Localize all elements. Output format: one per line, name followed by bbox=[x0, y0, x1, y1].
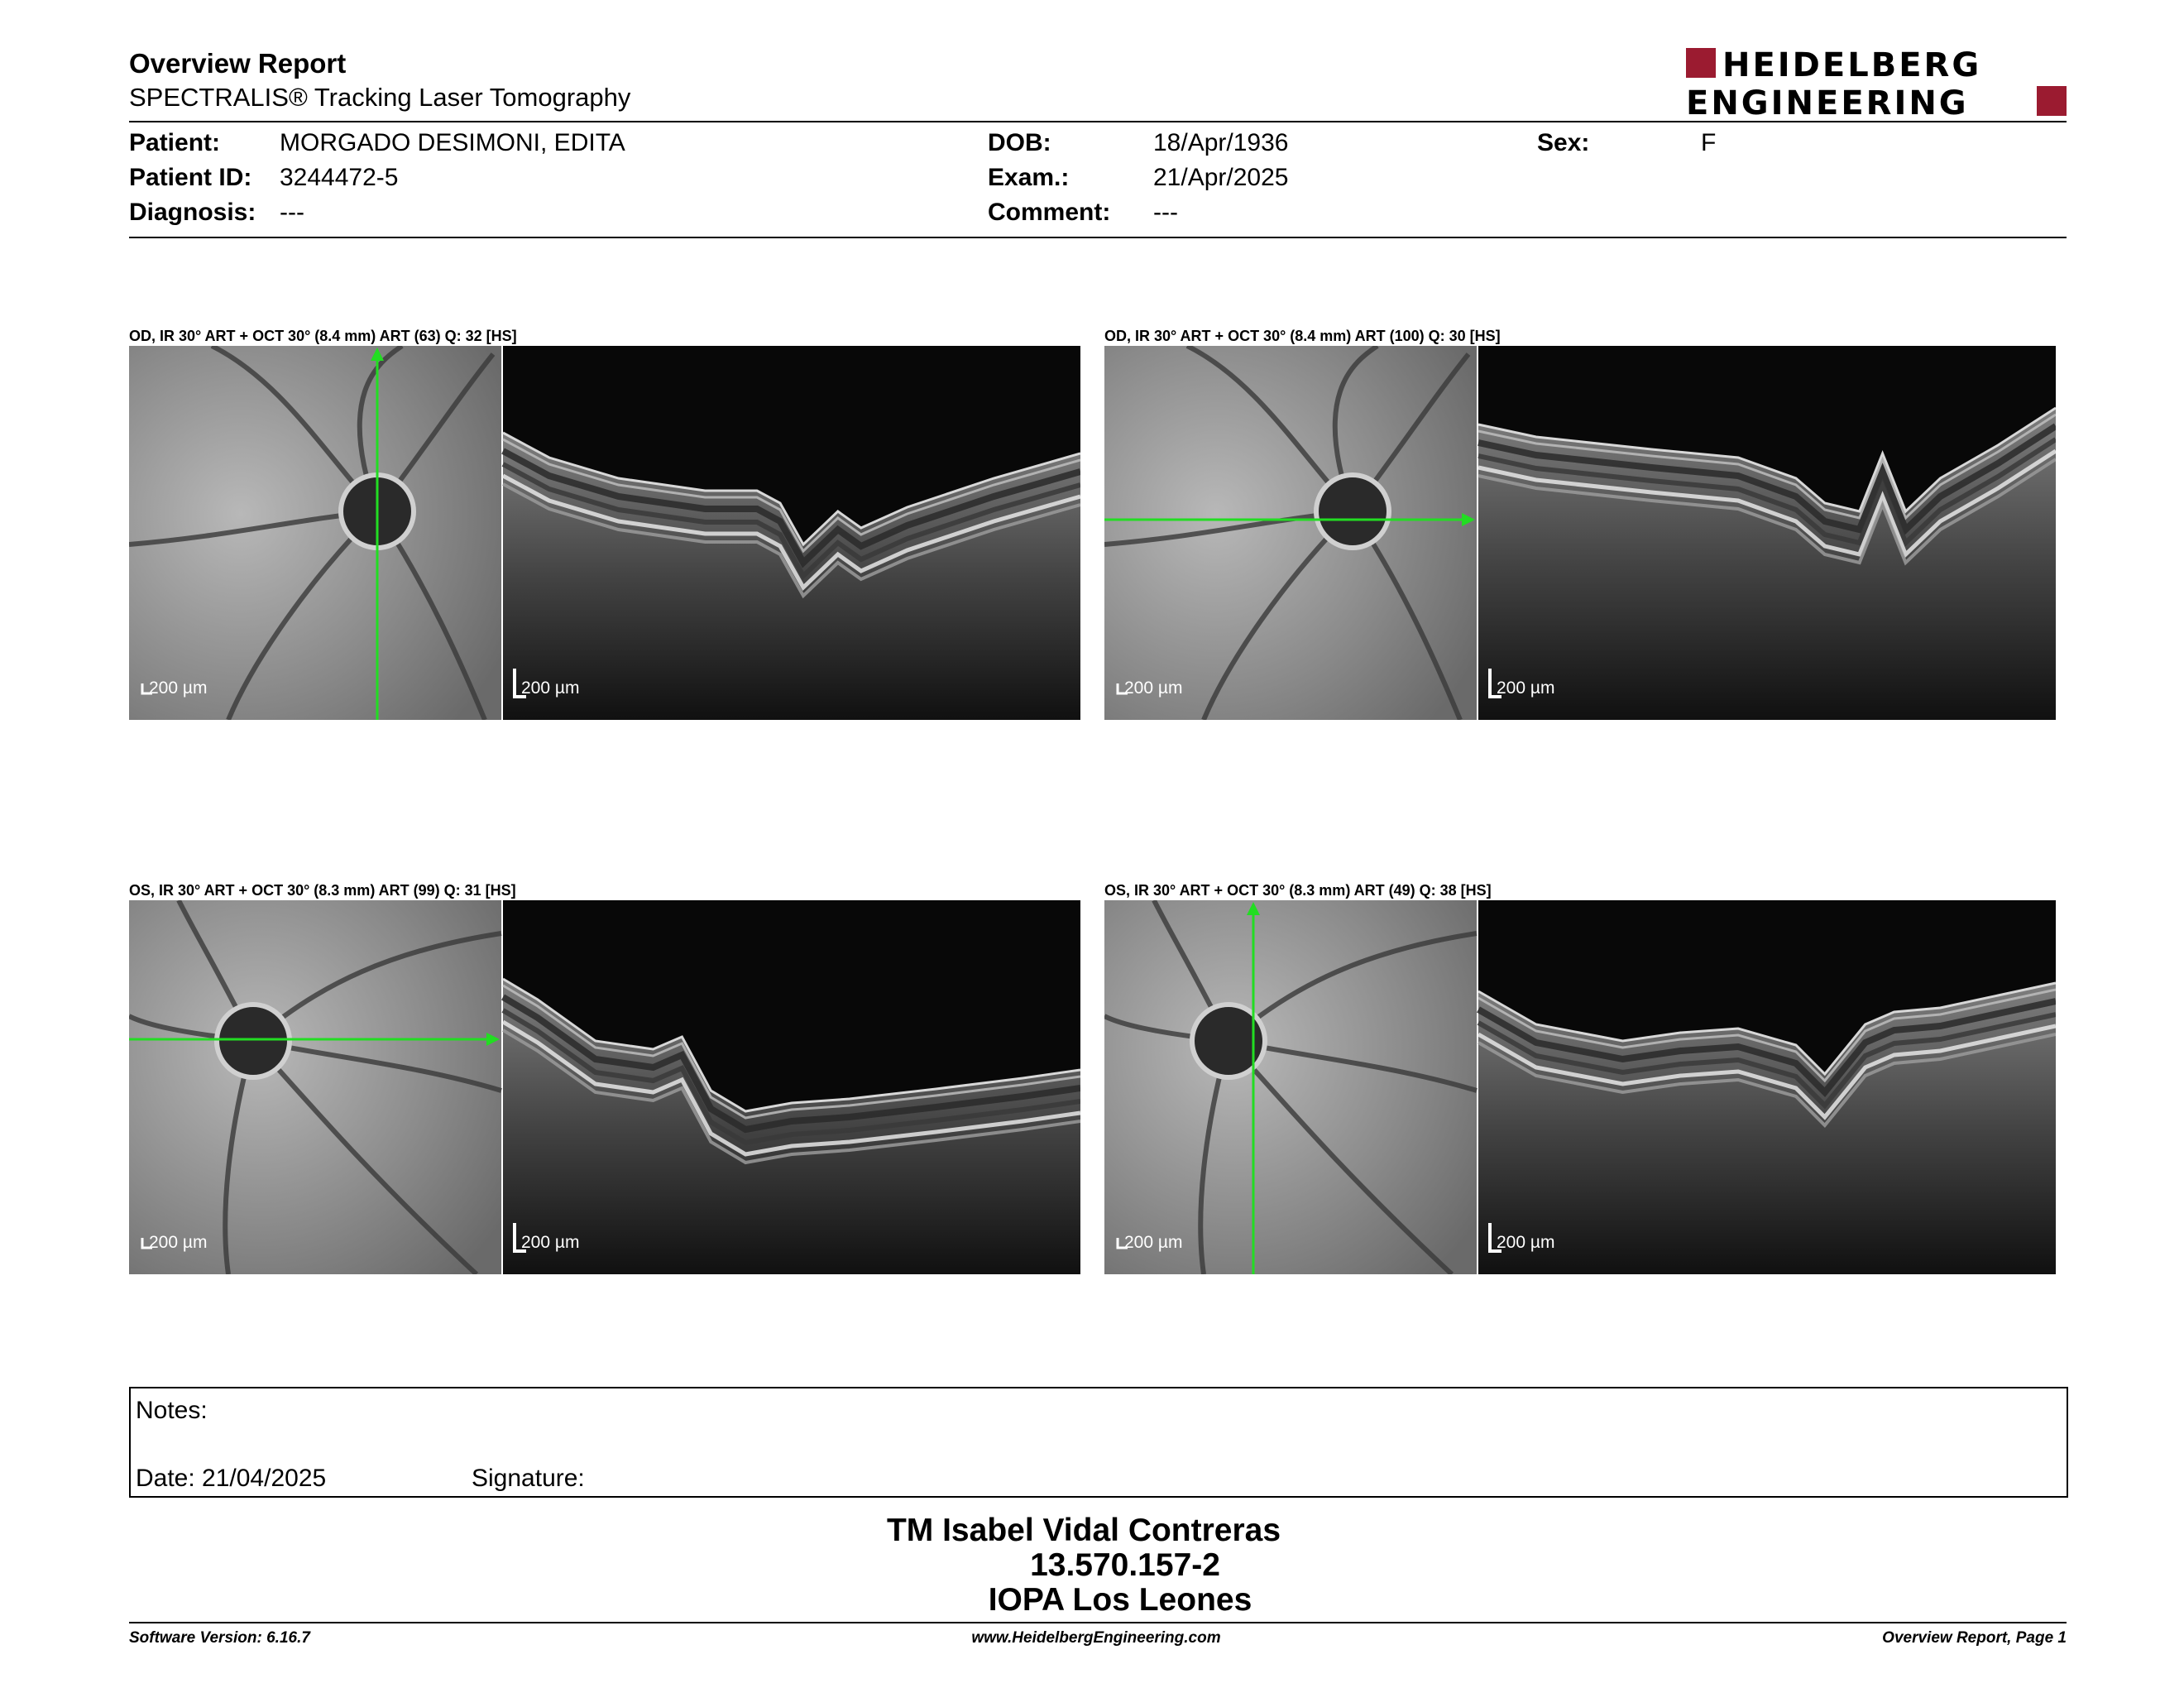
scan-images-2 bbox=[1104, 346, 2056, 720]
scan-title-3: OS, IR 30° ART + OCT 30° (8.3 mm) ART (99) Q: 31 [HS] bbox=[129, 882, 516, 899]
ir-fundus-image bbox=[1104, 346, 1477, 720]
software-version: Software Version: 6.16.7 bbox=[129, 1629, 310, 1647]
scan-title-1: OD, IR 30° ART + OCT 30° (8.4 mm) ART (63) Q: 32 [HS] bbox=[129, 328, 517, 344]
footer-rule bbox=[129, 1622, 2067, 1623]
notes-box bbox=[129, 1387, 2068, 1498]
sex-value: F bbox=[1701, 129, 1717, 156]
exam-label: Exam.: bbox=[988, 164, 1070, 191]
header-rule bbox=[129, 121, 2067, 122]
signer-institution: IOPA Los Leones bbox=[988, 1582, 1252, 1618]
patient-id: 3244472-5 bbox=[280, 164, 399, 191]
signer-name: TM Isabel Vidal Contreras bbox=[886, 1513, 1281, 1548]
oct-scale-label: 200 µm bbox=[521, 679, 580, 698]
patient-rule bbox=[129, 237, 2067, 238]
ir-scale-label: 200 µm bbox=[149, 1233, 208, 1252]
logo-line2: ENGINEERING bbox=[1686, 84, 1969, 117]
oct-bscan-image bbox=[1478, 900, 2056, 1274]
oct-scale-label: 200 µm bbox=[1497, 1233, 1555, 1252]
notes-label: Notes: bbox=[136, 1397, 208, 1424]
scan-panel-3 bbox=[129, 900, 1080, 1274]
optic-disc bbox=[1316, 475, 1389, 548]
report-title: Overview Report bbox=[129, 48, 347, 79]
ir-scale-label: 200 µm bbox=[1124, 1233, 1183, 1252]
dob-value: 18/Apr/1936 bbox=[1153, 129, 1289, 156]
ir-scale-label: 200 µm bbox=[149, 679, 208, 698]
patient-name: MORGADO DESIMONI, EDITA bbox=[280, 129, 625, 156]
report-subtitle: SPECTRALIS® Tracking Laser Tomography bbox=[129, 83, 631, 112]
date-label: Date: 21/04/2025 bbox=[136, 1465, 327, 1492]
oct-bscan-image bbox=[1478, 346, 2056, 720]
dob-label: DOB: bbox=[988, 129, 1051, 156]
scan-panel-1 bbox=[129, 346, 1080, 720]
oct-bscan-image bbox=[503, 346, 1080, 720]
scan-panel-2 bbox=[1104, 346, 2056, 720]
oct-bscan-image bbox=[503, 900, 1080, 1274]
comment-label: Comment: bbox=[988, 199, 1111, 226]
exam-value: 21/Apr/2025 bbox=[1153, 164, 1289, 191]
heidelberg-logo bbox=[1686, 46, 2067, 117]
scan-images-1 bbox=[129, 346, 1080, 720]
signature-label: Signature: bbox=[472, 1465, 585, 1492]
diagnosis-value: --- bbox=[280, 199, 304, 226]
scan-panel-4 bbox=[1104, 900, 2056, 1274]
ir-fundus-image bbox=[129, 900, 501, 1274]
scan-images-3 bbox=[129, 900, 1080, 1274]
sex-label: Sex: bbox=[1537, 129, 1590, 156]
scan-title-2: OD, IR 30° ART + OCT 30° (8.4 mm) ART (100) Q: 30 [HS] bbox=[1104, 328, 1501, 344]
optic-disc bbox=[217, 1005, 290, 1077]
page-number: Overview Report, Page 1 bbox=[1882, 1629, 2067, 1647]
patient-label: Patient: bbox=[129, 129, 221, 156]
signer-id: 13.570.157-2 bbox=[1030, 1547, 1220, 1583]
oct-scale-label: 200 µm bbox=[1497, 679, 1555, 698]
ir-fundus-image bbox=[1104, 900, 1477, 1274]
diagnosis-label: Diagnosis: bbox=[129, 199, 256, 226]
oct-scale-label: 200 µm bbox=[521, 1233, 580, 1252]
ir-fundus-image bbox=[129, 346, 501, 720]
website-link[interactable]: www.HeidelbergEngineering.com bbox=[971, 1629, 1221, 1647]
logo-line1: HEIDELBERG bbox=[1722, 46, 1982, 84]
scan-images-4 bbox=[1104, 900, 2056, 1274]
scan-title-4: OS, IR 30° ART + OCT 30° (8.3 mm) ART (49) Q: 38 [HS] bbox=[1104, 882, 1492, 899]
ir-scale-label: 200 µm bbox=[1124, 679, 1183, 698]
comment-value: --- bbox=[1153, 199, 1178, 226]
patient-id-label: Patient ID: bbox=[129, 164, 252, 191]
